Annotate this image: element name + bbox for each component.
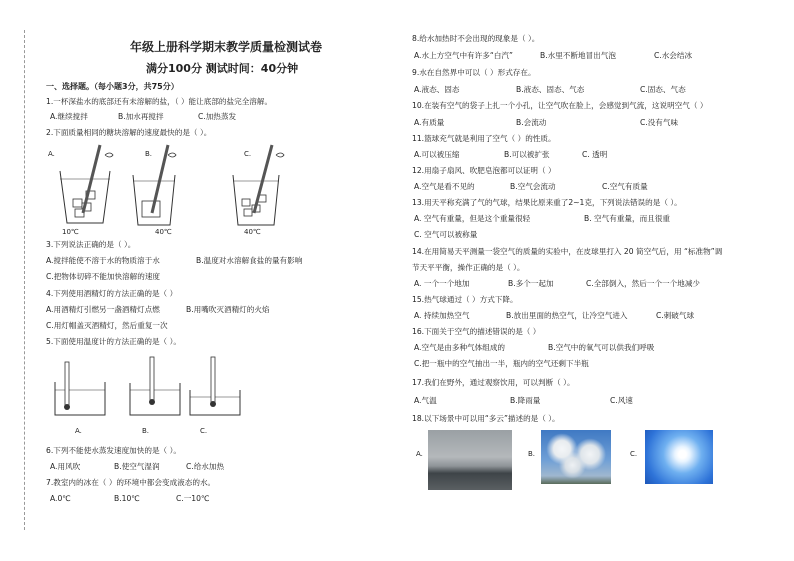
q18-photo-cloudy[interactable] (541, 430, 611, 484)
q5-thermometer-c (185, 355, 245, 420)
q2-label-b: B. (145, 150, 153, 158)
q13-option-a[interactable]: A. 空气有重量，但是这个重量很轻 (414, 214, 531, 223)
q4-option-a[interactable]: A.用酒精灯引燃另一盏酒精灯点燃 (46, 305, 160, 314)
q17-option-b[interactable]: B.降雨量 (510, 396, 541, 405)
q11-option-b[interactable]: B.可以被扩张 (504, 150, 550, 159)
page-subtitle: 满分100分 测试时间：40分钟 (146, 62, 299, 75)
q5-thermometer-a (50, 360, 110, 420)
q10-option-b[interactable]: B.会流动 (516, 118, 547, 127)
q6-option-b[interactable]: B.使空气湿润 (114, 462, 160, 471)
q10-option-a[interactable]: A.有质量 (414, 118, 445, 127)
binding-line (24, 30, 26, 530)
q12-option-c[interactable]: C.空气有质量 (602, 182, 648, 191)
q8-option-a[interactable]: A.水上方空气中有许多“白汽” (414, 51, 513, 60)
q15-option-a[interactable]: A. 持续加热空气 (414, 311, 470, 320)
q18-photo-overcast[interactable] (428, 430, 512, 490)
q3-option-a[interactable]: A.搅拌能使不溶于水的物质溶于水 (46, 256, 160, 265)
q14-option-c[interactable]: C.全部倒入，然后一个一个地减少 (586, 279, 701, 288)
q16-option-b[interactable]: B.空气中的氧气可以供我们呼吸 (548, 343, 655, 352)
q7-option-c[interactable]: C.一10℃ (176, 494, 210, 503)
question-4: 4.下列使用酒精灯的方法正确的是（ ） (46, 289, 178, 298)
q2-beaker-c (228, 143, 298, 233)
q18-label-c: C. (630, 450, 638, 458)
question-12: 12.用扇子扇风、吹肥皂泡都可以证明（ ） (412, 166, 556, 175)
q12-option-a[interactable]: A.空气是看不见的 (414, 182, 475, 191)
q11-option-c[interactable]: C. 透明 (582, 150, 608, 159)
q14-option-a[interactable]: A. 一个一个地加 (414, 279, 470, 288)
q5-label-b: B. (142, 427, 150, 435)
q13-option-c[interactable]: C. 空气可以被称量 (414, 230, 478, 239)
q2-temp-a: 10℃ (62, 228, 79, 236)
question-8: 8.给水加热时不会出现的现象是（ ）。 (412, 34, 540, 43)
q5-thermometer-b (125, 355, 185, 420)
q12-option-b[interactable]: B.空气会流动 (510, 182, 556, 191)
question-2: 2.下面质量相同的糖块溶解的速度最快的是（ ）。 (46, 128, 212, 137)
question-6: 6.下列不能使水蒸发速度加快的是（ ）。 (46, 446, 181, 455)
q16-option-a[interactable]: A.空气是由多种气体组成的 (414, 343, 506, 352)
q10-option-c[interactable]: C.没有气味 (640, 118, 679, 127)
q17-option-c[interactable]: C.风速 (610, 396, 633, 405)
q5-label-c: C. (200, 427, 208, 435)
question-17: 17.我们在野外，通过观察饮用，可以判断（ ）。 (412, 378, 575, 387)
q3-option-c[interactable]: C.把物体切碎不能加快溶解的速度 (46, 272, 161, 281)
q2-temp-b: 40℃ (155, 228, 172, 236)
question-18: 18.以下场景中可以用“多云”描述的是（ ）。 (412, 414, 560, 423)
q9-option-b[interactable]: B.液态、固态、气态 (516, 85, 585, 94)
q5-label-a: A. (75, 427, 82, 435)
q1-option-a[interactable]: A.继续搅拌 (50, 112, 88, 121)
q8-option-c[interactable]: C.水会结冰 (654, 51, 693, 60)
q18-label-b: B. (528, 450, 536, 458)
q2-beaker-b (128, 143, 188, 233)
q3-option-b[interactable]: B.温度对水溶解食盐的量有影响 (196, 256, 303, 265)
question-14: 14.在用简易天平测量一袋空气的质量的实验中，在皮球里打入 20 简空气后，用 “标准物”调 (412, 247, 723, 256)
q1-option-c[interactable]: C.加热蒸发 (198, 112, 237, 121)
question-13: 13.用天平称充满了气的气球，结果比原来重了2~1克，下列说法错误的是（ ）。 (412, 198, 682, 207)
q6-option-a[interactable]: A.用风吹 (50, 462, 81, 471)
question-3: 3.下列说法正确的是（ ）。 (46, 240, 136, 249)
q15-option-c[interactable]: C.刺破气球 (656, 311, 695, 320)
q11-option-a[interactable]: A.可以被压缩 (414, 150, 460, 159)
question-5: 5.下面使用温度计的方法正确的是（ ）。 (46, 337, 181, 346)
question-14-line2: 节天平平衡，操作正确的是（ ）。 (412, 263, 525, 272)
q18-photo-sunny[interactable] (645, 430, 713, 484)
q6-option-c[interactable]: C.给水加热 (186, 462, 225, 471)
q2-beaker-a (55, 143, 125, 233)
question-1: 1.一杯深盐水的底部还有未溶解的盐，（ ）能让底部的盐完全溶解。 (46, 97, 273, 106)
q2-label-c: C. (244, 150, 252, 158)
section-heading: 一、选择题。（每小题3分，共75分） (46, 82, 179, 91)
q17-option-a[interactable]: A.气温 (414, 396, 437, 405)
question-15: 15.热气球通过（ ）方式下降。 (412, 295, 518, 304)
q4-option-b[interactable]: B.用嘴吹灭酒精灯的火焰 (186, 305, 270, 314)
q8-option-b[interactable]: B.水里不断地冒出气泡 (540, 51, 616, 60)
q2-label-a: A. (48, 150, 55, 158)
question-11: 11.篮球充气就是利用了空气（ ）的性质。 (412, 134, 556, 143)
q2-temp-c: 40℃ (244, 228, 261, 236)
q9-option-c[interactable]: C.固态、气态 (640, 85, 686, 94)
q7-option-a[interactable]: A.0℃ (50, 494, 71, 503)
question-10: 10.在装有空气的袋子上扎一个小孔，让空气吹在脸上，会感觉到气流，这说明空气（ ） (412, 101, 708, 110)
page-title: 年级上册科学期末教学质量检测试卷 (130, 40, 323, 54)
question-9: 9.水在自然界中可以（ ）形式存在。 (412, 68, 536, 77)
question-16: 16.下面关于空气的描述错误的是（ ） (412, 327, 541, 336)
q9-option-a[interactable]: A.液态、固态 (414, 85, 460, 94)
q15-option-b[interactable]: B.放出里面的热空气，让冷空气进入 (506, 311, 628, 320)
q7-option-b[interactable]: B.10℃ (114, 494, 140, 503)
q18-label-a: A. (416, 450, 423, 458)
q16-option-c[interactable]: C.把一瓶中的空气抽出一半，瓶内的空气还剩下半瓶 (414, 359, 589, 368)
question-7: 7.教室内的冰在（ ）的环境中都会变成液态的水。 (46, 478, 216, 487)
q14-option-b[interactable]: B.多个一起加 (508, 279, 554, 288)
q13-option-b[interactable]: B. 空气有重量，而且很重 (584, 214, 670, 223)
q4-option-c[interactable]: C.用灯帽盖灭酒精灯，然后重复一次 (46, 321, 168, 330)
q1-option-b[interactable]: B.加水再搅拌 (118, 112, 164, 121)
